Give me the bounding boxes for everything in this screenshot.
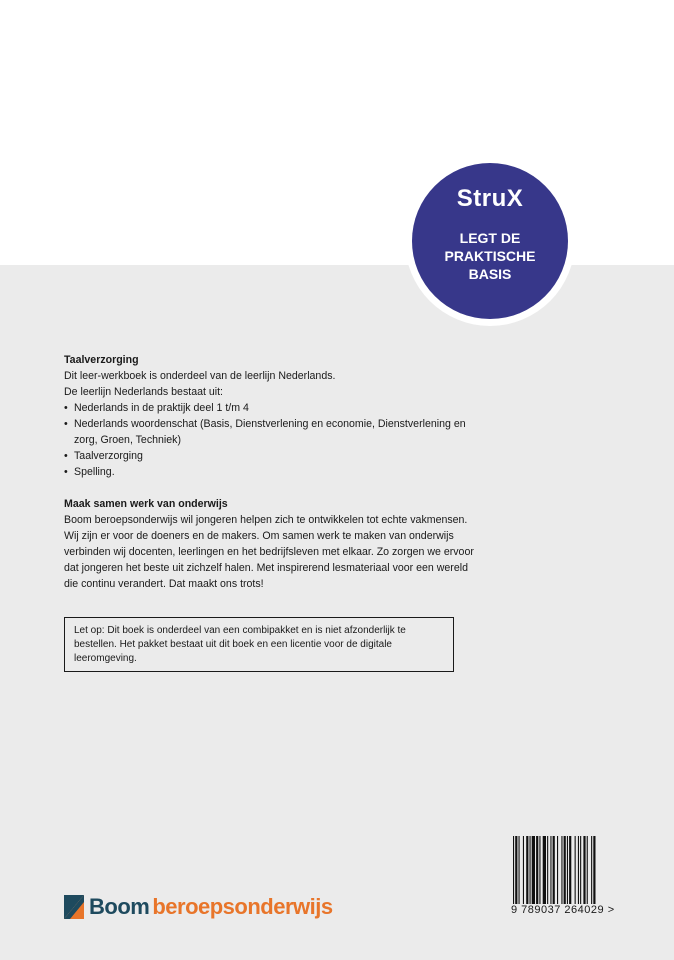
barcode-bar [569,836,571,906]
list-item: • Nederlands woordenschat (Basis, Dienstverlening en economie, Dienstverlening en zorg, Groen, Techniek) [64,416,484,448]
section-samen-werk [64,496,484,592]
barcode-bar [575,836,576,906]
leerlijn-list [64,400,484,480]
badge-title: StruX [456,185,524,212]
barcode-bar [578,836,579,906]
barcode-bar [543,836,546,906]
logo-text-beroepsonderwijs: beroepsonderwijs [152,894,333,919]
intro-line-2: De leerlijn Nederlands bestaat uit: [64,386,223,398]
list-item: • Nederlands in de praktijk deel 1 t/m 4 [64,400,484,416]
barcode-bar [523,836,524,906]
barcode-bar [536,836,538,906]
intro-line-1: Dit leer-werkboek is onderdeel van de leerlijn Nederlands. [64,370,336,382]
barcode-bar [547,836,548,906]
badge-tagline: LEGT DE PRAKTISCHE BASIS [444,230,536,282]
barcode-bar [530,836,531,906]
isbn-number: 9 789037 264029 > [511,904,635,916]
barcode-bar [550,836,551,906]
list-item: • Spelling. [64,464,484,480]
section-heading-samen-werk: Maak samen werk van onderwijs [64,498,228,510]
strux-badge [412,163,568,319]
notice-text: Let op: Dit boek is onderdeel van een combipakket en is niet afzonderlijk te bestellen. Het pakket bestaat uit dit boek en een licentie voor de digitale leeromgeving. [74,625,406,664]
barcode-bar [587,836,588,906]
publisher-logo [64,893,333,921]
barcode-bar [539,836,540,906]
barcode-bar [567,836,568,906]
barcode-bar [580,836,581,906]
barcode-bar [564,836,566,906]
boom-logo-icon [64,895,84,919]
barcode-bar [561,836,562,906]
barcode-bar [583,836,585,906]
section-heading-taalverzorging: Taalverzorging [64,354,139,366]
barcode-bar [591,836,592,906]
combipakket-notice [64,617,454,672]
barcode-bar [526,836,528,906]
back-cover-text [64,352,484,592]
section-body-samen-werk: Boom beroepsonderwijs wil jongeren helpen zich te ontwikkelen tot echte vakmensen. Wij zijn er voor de doeners en de makers. Om samen werk te maken van onderwijs verbinden wij docenten, leerlingen en het bedrijfsleven met elkaar. Zo zorgen we ervoor dat jongeren het beste uit zichzelf halen. Met inspirerend lesmateriaal voor een wereld die continu verandert. Dat maakt ons trots! [64,514,474,590]
barcode-bar [519,836,520,906]
barcode-bar [553,836,555,906]
list-item: • Taalverzorging [64,448,484,464]
logo-text-boom: Boom [89,894,150,919]
barcode-bar [532,836,535,906]
